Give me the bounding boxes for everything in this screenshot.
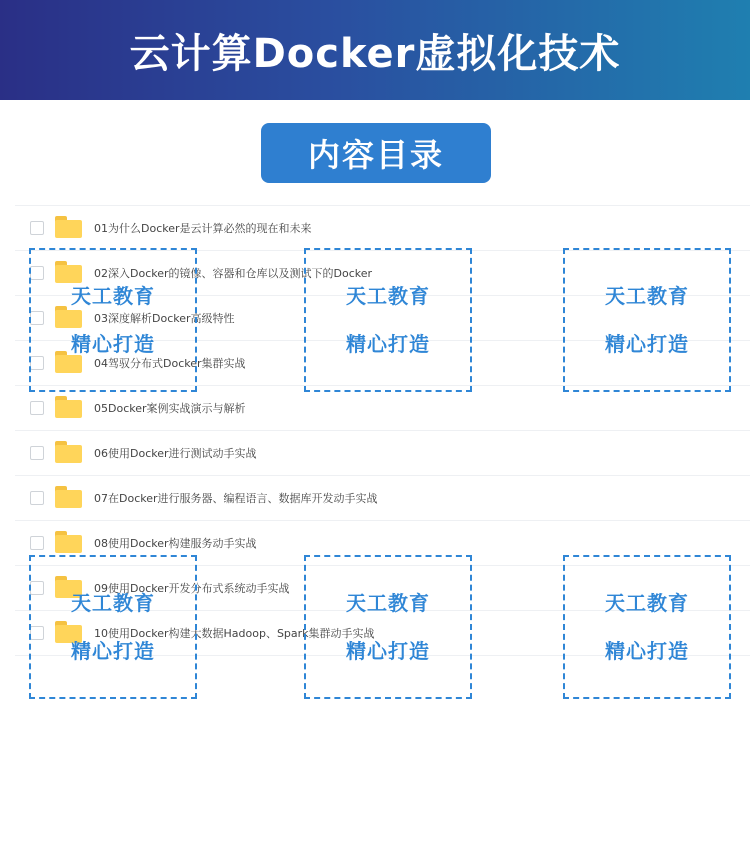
watermark-box <box>29 555 197 699</box>
item-label: 07在Docker进行服务器、编程语言、数据库开发动手实战 <box>94 492 378 505</box>
folder-icon <box>55 216 82 238</box>
list-item[interactable] <box>15 430 750 475</box>
item-checkbox[interactable] <box>30 536 44 550</box>
toc-button[interactable]: 内容目录 <box>261 123 491 183</box>
item-label: 09使用Docker开发分布式系统动手实战 <box>94 582 290 595</box>
watermark-box <box>563 555 731 699</box>
item-label: 02深入Docker的镜像、容器和仓库以及测试下的Docker <box>94 267 373 280</box>
folder-icon <box>55 396 82 418</box>
watermark-line1: 天工教育 <box>346 284 430 308</box>
watermark-line2: 精心打造 <box>605 332 689 356</box>
item-checkbox[interactable] <box>30 221 44 235</box>
watermark-box <box>29 248 197 392</box>
item-label: 05Docker案例实战演示与解析 <box>94 402 246 415</box>
watermark-line2: 精心打造 <box>71 639 155 663</box>
watermark-box <box>304 555 472 699</box>
item-checkbox[interactable] <box>30 401 44 415</box>
folder-icon <box>55 486 82 508</box>
item-label: 01为什么Docker是云计算必然的现在和未来 <box>94 222 312 235</box>
item-label: 06使用Docker进行测试动手实战 <box>94 447 257 460</box>
watermark-box <box>563 248 731 392</box>
watermark-line2: 精心打造 <box>71 332 155 356</box>
watermark-line2: 精心打造 <box>346 639 430 663</box>
item-label: 08使用Docker构建服务动手实战 <box>94 537 257 550</box>
item-label: 04驾驭分布式Docker集群实战 <box>94 357 246 370</box>
watermark-line1: 天工教育 <box>605 591 689 615</box>
folder-icon <box>55 531 82 553</box>
watermark-line1: 天工教育 <box>346 591 430 615</box>
item-checkbox[interactable] <box>30 491 44 505</box>
header-banner <box>0 0 750 100</box>
watermark-line1: 天工教育 <box>71 591 155 615</box>
page-title: 云计算Docker虚拟化技术 <box>129 30 621 77</box>
watermark-line2: 精心打造 <box>346 332 430 356</box>
item-checkbox[interactable] <box>30 446 44 460</box>
watermark-box <box>304 248 472 392</box>
watermark-line2: 精心打造 <box>605 639 689 663</box>
watermark-line1: 天工教育 <box>605 284 689 308</box>
list-item[interactable] <box>15 475 750 520</box>
list-item[interactable] <box>15 205 750 250</box>
item-label: 10使用Docker构建大数据Hadoop、Spark集群动手实战 <box>94 627 375 640</box>
folder-icon <box>55 441 82 463</box>
watermark-line1: 天工教育 <box>71 284 155 308</box>
item-label: 03深度解析Docker高级特性 <box>94 312 235 325</box>
